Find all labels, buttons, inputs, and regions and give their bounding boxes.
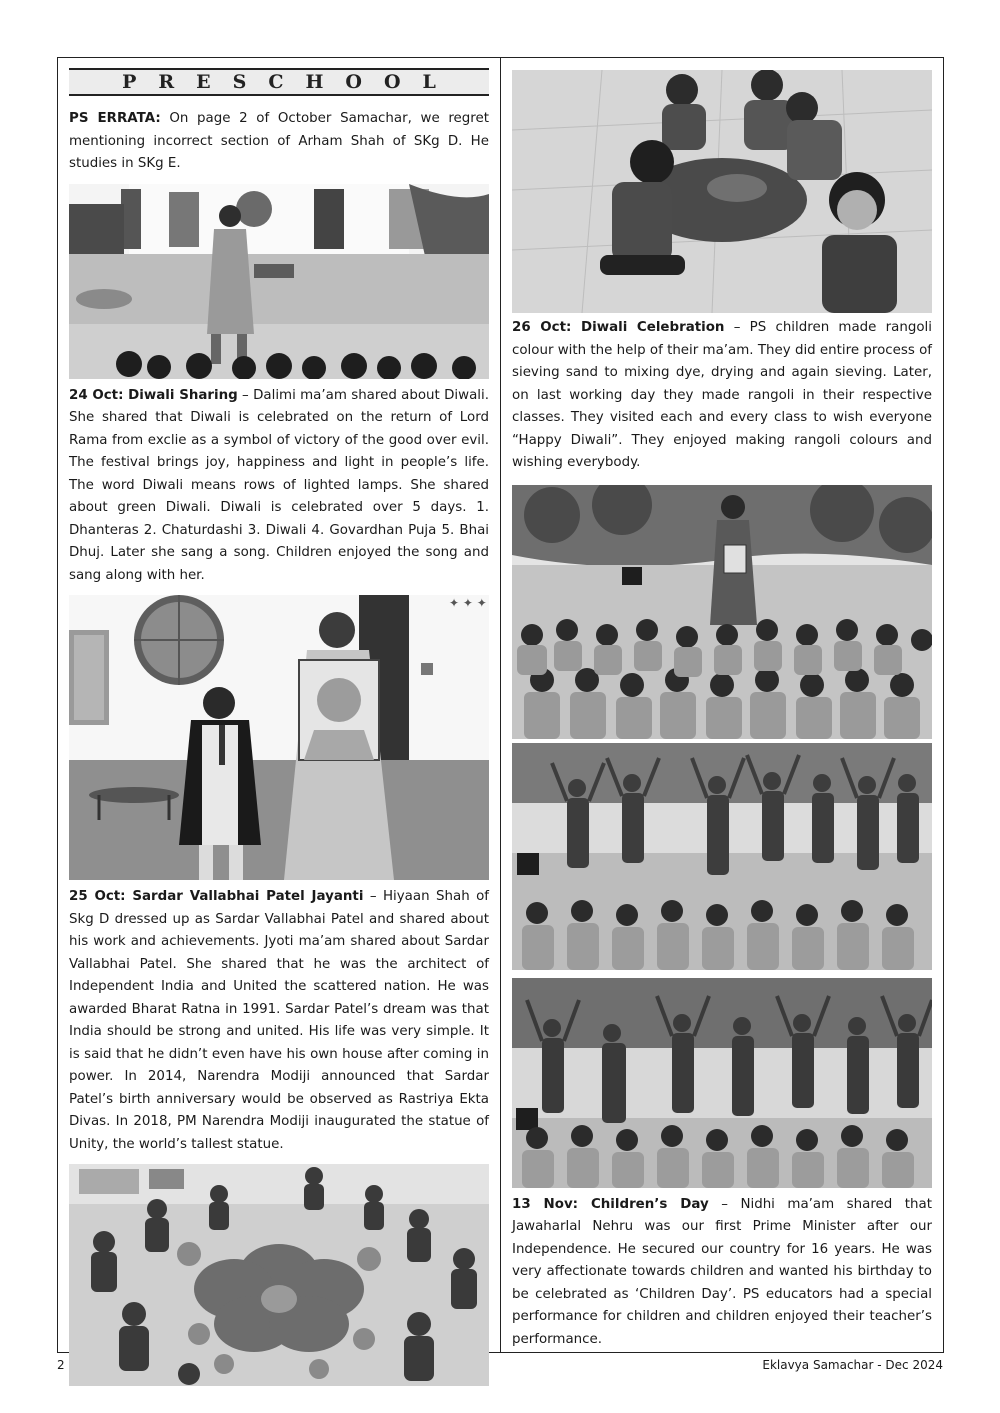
errata-paragraph (69, 108, 489, 176)
left-column (69, 68, 489, 1386)
photo-childrens-day-talk (512, 485, 932, 739)
photo-diwali-sharing (69, 184, 489, 379)
right-column (512, 68, 932, 1351)
photo-patel-jayanti (69, 595, 489, 880)
diwali-sharing-text: – Dalimi ma’am shared about Diwali. She shared that Diwali is celebrated on the return of Lord Rama from exclie as a symbol of victory of the good over evil. The festival brings joy, happiness and light in people’s life. The word Diwali means rows of lighted lamps. She shared about green Diwali. Diwali is celebrated over 5 days. 1. Dhanteras 2. Chaturdashi 3. Diwali 4. Govardhan Puja 5. Bhai Dhuj. Later she sang a song. Children enjoyed the song and sang along with her. (69, 387, 490, 583)
childrens-day-label: 13 Nov: Children’s Day (512, 1196, 709, 1212)
photo-teachers-performance-1 (512, 743, 932, 970)
publication-footer: Eklavya Samachar - Dec 2024 (762, 1358, 943, 1372)
column-divider (500, 57, 501, 1353)
diwali-celebration-label: 26 Oct: Diwali Celebration (512, 320, 725, 335)
diwali-celebration-paragraph (512, 317, 932, 475)
patel-jayanti-text: – Hiyaan Shah of Skg D dressed up as Sardar Vallabhai Patel and shared about his work and achievements. Jyoti ma’am shared about Sardar Vallabhai Patel. She shared that he was the architect of Independent India and United the scattered nation. He was awarded Bharat Ratna in 1991. Sardar Patel’s dream was that India should be strong and united. His life was very simple. It is said that he didn’t even have his own house after coming in power. In 2014, Narendra Modiji announced that Sardar Patel’s birth anniversary would be observed as Rastriya Ekta Divas. In 2018, PM Narendra Modiji inaugurated the statue of Unity, the world’s tallest statue. (69, 889, 490, 1152)
diwali-sharing-paragraph (69, 385, 489, 588)
section-heading: PRESCHOOL (69, 68, 489, 96)
svg-text:✦ ✦ ✦: ✦ ✦ ✦ (449, 596, 487, 610)
childrens-day-paragraph (512, 1194, 932, 1352)
diwali-sharing-label: 24 Oct: Diwali Sharing (69, 387, 238, 403)
errata-label: PS ERRATA: (69, 111, 161, 126)
errata-text: On page 2 of October Samachar, we regret mentioning incorrect section of Arham Shah of SKg D. He studies in SKg E. (69, 111, 489, 171)
patel-jayanti-label: 25 Oct: Sardar Vallabhai Patel Jayanti (69, 889, 364, 904)
photo-teachers-performance-2 (512, 978, 932, 1188)
diwali-celebration-text: – PS children made rangoli colour with the help of their ma’am. They did entire process of sieving sand to mixing dye, drying and again sieving. Later, on last working day they made rangoli in their respective classes. They visited each and every class to wish everyone “Happy Diwali”. They enjoyed making rangoli colours and wishing everybody. (512, 320, 932, 470)
patel-jayanti-paragraph (69, 886, 489, 1156)
childrens-day-text: – Nidhi ma’am shared that Jawaharlal Nehru was our first Prime Minister after our Independence. He secured our country for 16 years. He was very affectionate towards children and wanted his birthday to be celebrated as ‘Children Day’. PS educators had a special performance for children and children enjoyed their teacher’s performance. (512, 1196, 932, 1347)
photo-rangoli-class (69, 1164, 489, 1386)
photo-rangoli-colour (512, 70, 932, 313)
page-number: 2 (57, 1358, 65, 1372)
